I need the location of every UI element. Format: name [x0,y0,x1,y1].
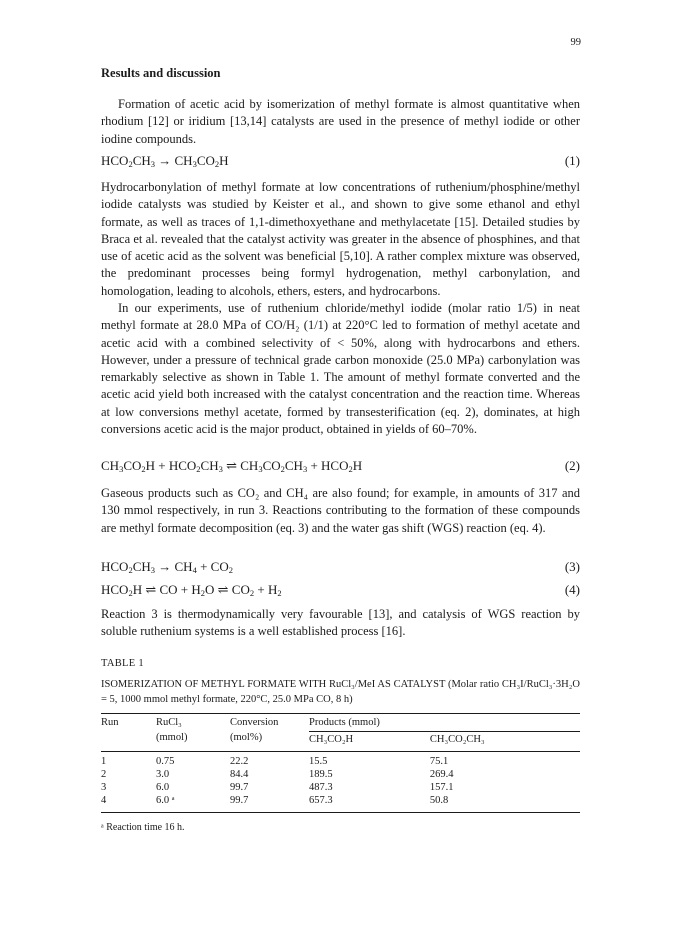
cell-acetic-acid: 189.5 [309,769,333,780]
paragraph-4: Gaseous products such as CO₂ and CH₄ are also found; for example, in amounts of 317 and 130 mmol respectively, in run 3. Reactions contributing to the formation of these compounds are methyl formate decomposition (eq. 3) and the water gas shift (WGS) reaction (eq. 4). [101,486,580,535]
header-methyl-acetate: CH₃CO₂CH₃ [430,732,580,752]
cell-acetic-acid: 15.5 [309,756,328,767]
equation-1-formula: $HCO_2CH_3 \to CH_3CO_2H$ [101,153,229,169]
equation-3-number: (3) [564,559,580,574]
table-row [101,752,580,769]
cell-methyl-acetate: 269.4 [429,769,454,780]
cell-methyl-acetate: 157.1 [429,782,454,793]
equation-1 [101,153,580,171]
table-label: TABLE 1 [101,658,144,669]
equation-4 [101,582,580,600]
header-rucl3-unit: (mmol) [156,732,230,752]
paragraph-2: Hydrocarbonylation of methyl formate at low concentrations of ruthenium/phosphine/methyl iodide catalysts was studied by Keister et al., and shown to give some ethanol and ethyl formate, as well as traces of 1,1-dimethoxyethane and methylacetate [15]. Detailed studies by Braca et al. revealed that the catalyst activity was greater in the absence of phosphines, and that use of acetic acid as the solvent was beneficial [5,10]. A rather complex mixture was observed, the predominant processes being formyl hydrogenation, methyl carbonylation, and homologation, leading to alcohols, ethers, esters, and hydrocarbons. [101,180,580,298]
header-conversion-unit: (mol%) [230,732,309,752]
cell-rucl3: 3.0 [156,769,170,780]
table-row [101,781,580,794]
equation-2-number: (2) [564,458,580,473]
cell-run: 4 [101,794,156,813]
table-footnote: ᵃ Reaction time 16 h. [101,822,185,833]
header-acetic-acid: CH₃CO₂H [309,732,430,752]
cell-conversion: 22.2 [230,756,249,767]
equation-4-number: (4) [564,582,580,597]
header-rucl3: RuCl₃ [156,714,230,732]
equation-4-formula: $HCO_2H$ ⇌ CO + $H_2O$ ⇌ $CO_2 + H_2$ [101,582,282,598]
cell-run: 3 [101,782,107,793]
table-caption: ISOMERIZATION OF METHYL FORMATE WITH RuCl₃/MeI AS CATALYST (Molar ratio CH₃I/RuCl₃·3H₂O = 5, 1000 mmol methyl formate, 220°C, 25.0 MPa CO, 8 h) [101,679,580,705]
equation-2 [101,458,580,476]
cell-rucl3: 6.0 [156,782,170,793]
cell-acetic-acid: 657.3 [309,794,430,813]
cell-conversion: 84.4 [230,769,249,780]
table-row [101,768,580,781]
paragraph-3: In our experiments, use of ruthenium chloride/methyl iodide (molar ratio 1/5) in neat methyl formate at 28.0 MPa of CO/H₂ (1/1) at 220°C led to formation of methyl acetate and acetic acid with a combined selectivity of < 50%, along with hydrocarbons and ethers. However, under a pressure of technical grade carbon monoxide (25.0 MPa) carbonylation was remarkably selective as shown in Table 1. The amount of methyl formate converted and the acetic acid yield both increased with the catalyst concentration and the reaction time. Whereas at low conversions methyl acetate, formed by transesterification (eq. 2), dominates, at high conversions acetic acid is the major product, obtained in yields of 60–70%. [101,301,580,437]
page-number: 99 [570,37,581,48]
cell-run: 1 [101,756,107,767]
table-row [101,794,580,813]
cell-acetic-acid: 487.3 [309,782,333,793]
cell-conversion: 99.7 [230,782,249,793]
equation-2-formula: $CH_3CO_2H + HCO_2CH_3$ ⇌ $CH_3CO_2CH_3 + HCO_2H$ [101,458,363,474]
cell-rucl3: 6.0 ᵃ [156,794,230,813]
equation-1-number: (1) [564,153,580,168]
equation-3-formula: $HCO_2CH_3 \to CH_4 + CO_2$ [101,559,233,575]
cell-methyl-acetate: 50.8 [430,794,580,813]
header-run: Run [101,714,156,732]
header-conversion: Conversion [230,714,309,732]
cell-run: 2 [101,769,107,780]
header-products: Products (mmol) [309,714,580,732]
equation-3 [101,559,580,577]
paragraph-5: Reaction 3 is thermodynamically very favourable [13], and catalysis of WGS reaction by soluble ruthenium systems is a well established process [16]. [101,607,580,639]
cell-rucl3: 0.75 [156,756,175,767]
results-table [101,713,580,813]
cell-conversion: 99.7 [230,794,309,813]
paragraph-1: Formation of acetic acid by isomerization of methyl formate is almost quantitative when rhodium [12] or iridium [13,14] catalysts are used in the presence of methyl iodide or other iodine compounds. [101,97,580,146]
section-heading: Results and discussion [101,66,221,80]
cell-methyl-acetate: 75.1 [429,756,449,767]
